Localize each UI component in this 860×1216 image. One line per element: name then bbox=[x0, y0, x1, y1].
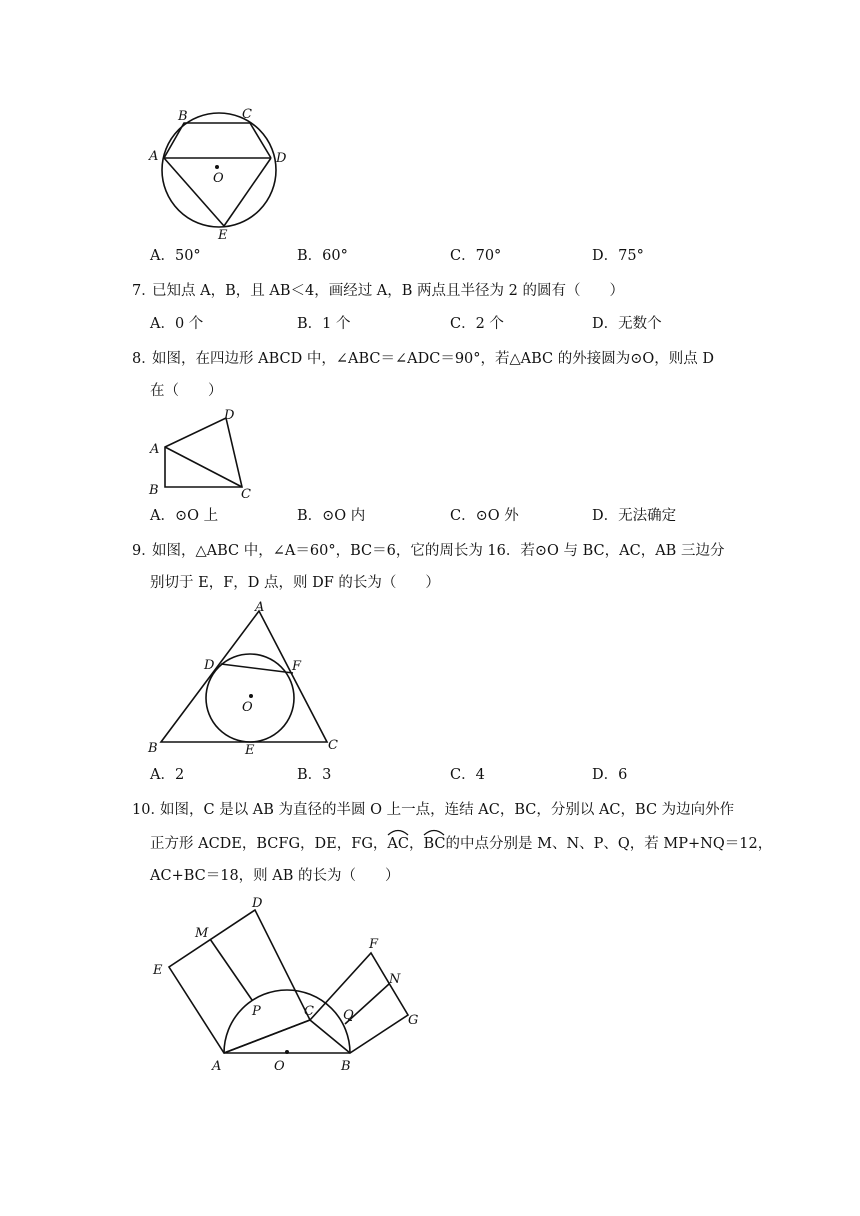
q10-label-m: M bbox=[195, 926, 209, 941]
q10-arc-bc: BC bbox=[423, 834, 445, 854]
q10-label-d: D bbox=[252, 896, 263, 911]
q6-label-c: C bbox=[242, 107, 252, 122]
q10-center-dot bbox=[285, 1050, 289, 1054]
q9-center-dot bbox=[249, 694, 253, 698]
q10-label-o: O bbox=[274, 1059, 285, 1074]
q8-option-d: D．无法确定 bbox=[592, 508, 677, 524]
q8-label-a: A bbox=[150, 442, 160, 457]
q7-option-c: C．2 个 bbox=[450, 316, 504, 332]
q6-center-dot bbox=[215, 165, 219, 169]
q10-semicircle bbox=[224, 990, 350, 1053]
q10-number: 10． bbox=[132, 802, 165, 818]
q9-line2: 别切于 E，F，D 点，则 DF 的长为（ ） bbox=[150, 575, 440, 591]
q9-triangle-abc bbox=[161, 611, 327, 742]
q6-chord-ae bbox=[164, 158, 224, 226]
q9-label-b: B bbox=[148, 741, 158, 756]
q7-option-b: B．1 个 bbox=[297, 316, 351, 332]
q9-label-o: O bbox=[242, 700, 253, 715]
q8-label-c: C bbox=[241, 487, 251, 500]
q10-label-f: F bbox=[369, 937, 379, 952]
q8-option-c: C．⊙O 外 bbox=[450, 508, 519, 524]
q7-number: 7． bbox=[132, 283, 156, 299]
q10-label-a: A bbox=[212, 1059, 222, 1074]
q6-option-a: A．50° bbox=[150, 248, 201, 264]
q9-label-c: C bbox=[328, 738, 338, 753]
q10-arc-ac: AC bbox=[387, 834, 409, 854]
q9-option-d: D．6 bbox=[592, 767, 628, 783]
q6-option-b: B．60° bbox=[297, 248, 348, 264]
q9-label-d: D bbox=[204, 658, 215, 673]
q6-chord-de bbox=[224, 158, 271, 226]
q6-label-b: B bbox=[178, 109, 188, 124]
q7-text: 已知点 A，B，且 AB＜4，画经过 A，B 两点且半径为 2 的圆有（ ） bbox=[152, 283, 624, 299]
q7-option-a: A．0 个 bbox=[150, 316, 204, 332]
q8-label-d: D bbox=[224, 408, 235, 423]
q9-option-c: C．4 bbox=[450, 767, 485, 783]
q6-label-d: D bbox=[276, 151, 287, 166]
q6-option-d: D．75° bbox=[592, 248, 644, 264]
q10-label-b: B bbox=[341, 1059, 351, 1074]
q10-line3: AC+BC＝18，则 AB 的长为（ ） bbox=[150, 868, 400, 884]
q8-number: 8． bbox=[132, 351, 156, 367]
q10-line2 bbox=[150, 834, 772, 854]
q6-figure bbox=[140, 100, 300, 240]
q8-option-a: A．⊙O 上 bbox=[150, 508, 219, 524]
q8-label-b: B bbox=[149, 483, 159, 498]
q8-option-b: B．⊙O 内 bbox=[297, 508, 366, 524]
q8-figure bbox=[140, 405, 260, 500]
q9-option-a: A．2 bbox=[150, 767, 185, 783]
q9-label-a: A bbox=[255, 600, 265, 615]
q10-figure bbox=[140, 890, 430, 1075]
q10-label-c: C bbox=[304, 1004, 314, 1019]
q8-line1: 如图，在四边形 ABCD 中，∠ABC＝∠ADC＝90°，若△ABC 的外接圆为⊙O，则点 D bbox=[152, 351, 715, 367]
q10-square-bcfg bbox=[310, 953, 408, 1053]
q6-label-a: A bbox=[149, 149, 159, 164]
q8-diagonal-ac bbox=[165, 447, 242, 487]
q10-label-g: G bbox=[408, 1013, 419, 1028]
q10-label-e: E bbox=[153, 963, 163, 978]
q10-segment-mp bbox=[210, 939, 252, 1000]
q10-label-n: N bbox=[389, 972, 401, 987]
q6-option-c: C．70° bbox=[450, 248, 502, 264]
q10-line2-end: 的中点分别是 M、N、P、Q，若 MP+NQ＝12， bbox=[445, 836, 773, 852]
q6-label-e: E bbox=[218, 228, 228, 240]
q9-number: 9． bbox=[132, 543, 156, 559]
q8-line2: 在（ ） bbox=[150, 383, 223, 399]
q10-line1: 如图，C 是以 AB 为直径的半圆 O 上一点，连结 AC，BC，分别以 AC，BC 为边向外作 bbox=[160, 802, 735, 818]
q9-option-b: B．3 bbox=[297, 767, 332, 783]
q9-label-e: E bbox=[245, 743, 255, 757]
q10-arc-separator: ， bbox=[408, 836, 424, 852]
q10-label-q: Q bbox=[343, 1008, 354, 1023]
q9-line1: 如图，△ABC 中，∠A＝60°，BC＝6，它的周长为 16．若⊙O 与 BC，AC，AB 三边分 bbox=[152, 543, 725, 559]
q10-label-p: P bbox=[252, 1004, 261, 1019]
q9-label-f: F bbox=[292, 659, 302, 674]
q9-figure bbox=[140, 597, 350, 757]
q6-label-o: O bbox=[213, 171, 224, 186]
q7-option-d: D．无数个 bbox=[592, 316, 662, 332]
q10-line2-start: 正方形 ACDE，BCFG，DE，FG， bbox=[150, 836, 388, 852]
